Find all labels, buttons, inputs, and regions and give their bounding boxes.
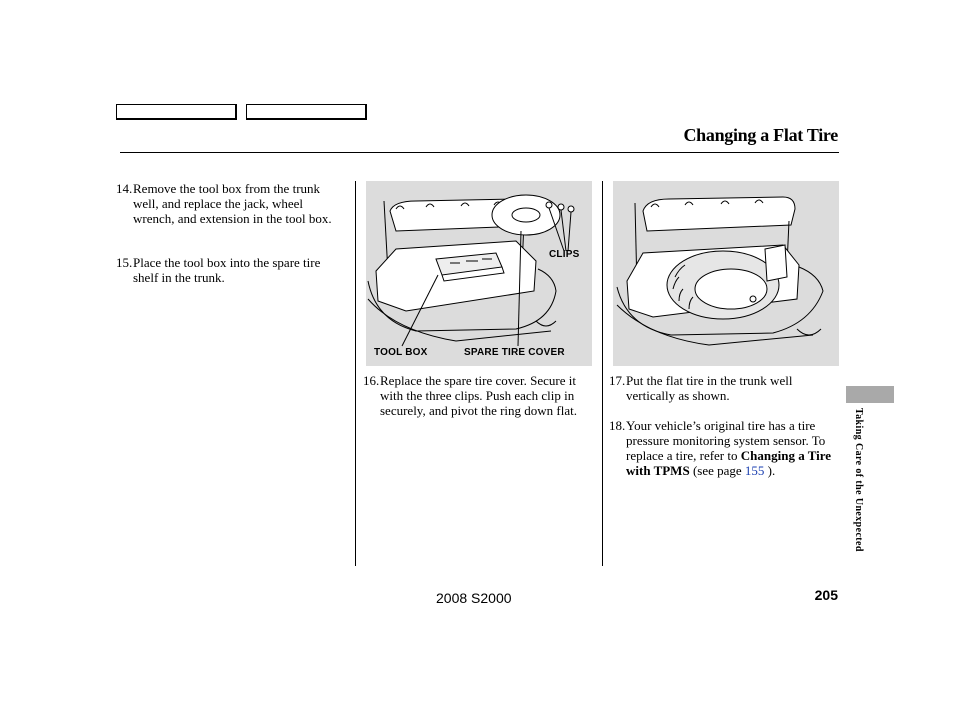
page-title: Changing a Flat Tire xyxy=(683,125,838,145)
step-number: 14. xyxy=(116,181,133,196)
step-number: 17. xyxy=(609,373,626,388)
step-text: Replace the spare tire cover. Secure it with the three clips. Push each clip in securely, and pivot the ring down flat. xyxy=(380,373,577,418)
step-17 xyxy=(609,373,835,403)
footer-model: 2008 S2000 xyxy=(436,590,512,606)
step-16 xyxy=(363,373,593,418)
step-text xyxy=(609,418,835,478)
step-text-before: Your vehicle’s original tire has a tire pressure monitoring system sensor. To replace a tire, refer to xyxy=(626,418,826,463)
header-rule xyxy=(120,152,839,153)
flat-tire-illustration xyxy=(613,181,839,366)
page-number: 205 xyxy=(814,587,838,603)
step-14 xyxy=(116,181,336,226)
step-18 xyxy=(609,418,835,478)
page-link-155[interactable]: 155 xyxy=(744,463,765,478)
step-15 xyxy=(116,255,336,285)
step-number: 18. xyxy=(609,418,626,433)
step-text-end: ). xyxy=(767,463,776,478)
figure-flat-tire-in-trunk xyxy=(613,181,839,366)
nav-button-2[interactable] xyxy=(246,104,367,120)
step-number: 15. xyxy=(116,255,133,270)
callout-clips: CLIPS xyxy=(549,249,580,260)
figure-trunk-tool-box xyxy=(366,181,592,366)
bold-reference: Changing a Tire with TPMS xyxy=(626,448,832,478)
step-text: Remove the tool box from the trunk well, and replace the jack, wheel wrench, and extension in the tool box. xyxy=(133,181,332,226)
callout-tool-box: TOOL BOX xyxy=(374,347,428,358)
step-text: Put the flat tire in the trunk well vertically as shown. xyxy=(626,373,793,403)
trunk-illustration xyxy=(366,181,592,366)
step-text-after: (see page xyxy=(692,463,742,478)
column-divider xyxy=(355,181,356,566)
column-divider xyxy=(602,181,603,566)
callout-spare-tire-cover: SPARE TIRE COVER xyxy=(464,347,565,358)
section-label: Taking Care of the Unexpected xyxy=(853,408,864,552)
step-number: 16. xyxy=(363,373,380,388)
step-text: Place the tool box into the spare tire shelf in the trunk. xyxy=(133,255,321,285)
section-tab[interactable] xyxy=(846,386,894,403)
nav-button-1[interactable] xyxy=(116,104,237,120)
